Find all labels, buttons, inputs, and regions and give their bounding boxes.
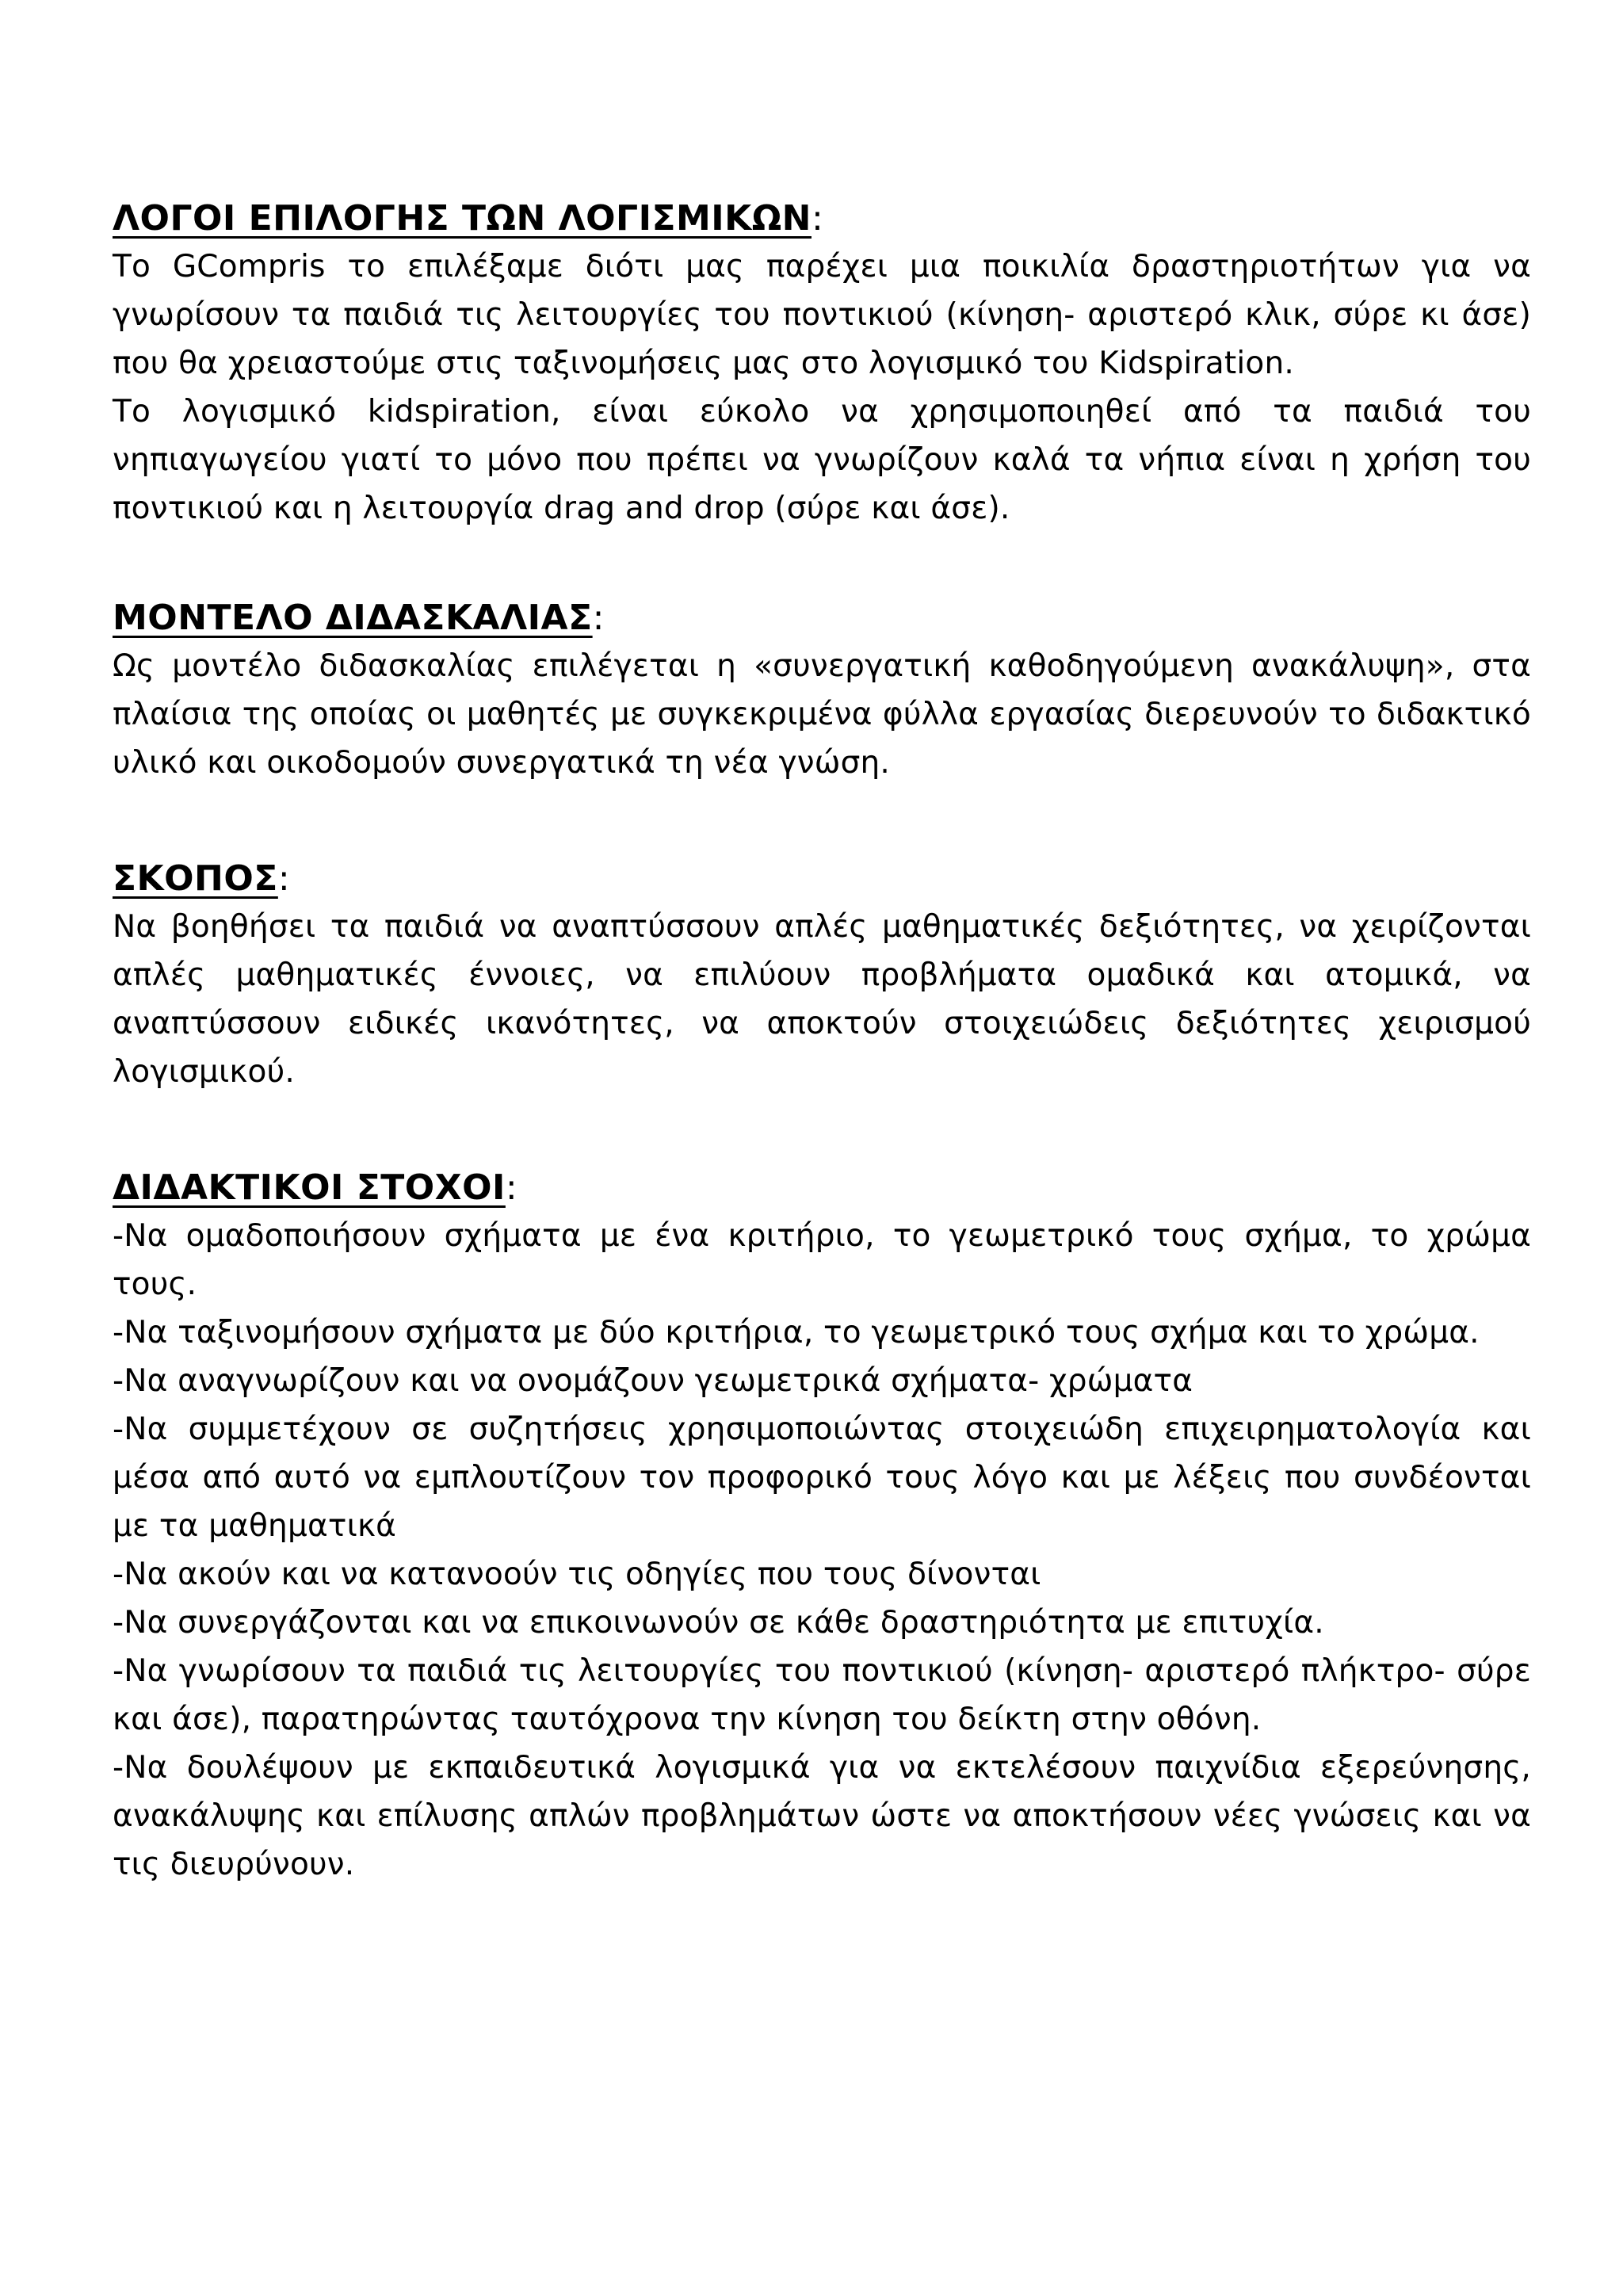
section-teaching-model: [113, 594, 1531, 787]
section-heading: [113, 594, 1531, 642]
paragraph: Το GCompris το επιλέξαμε διότι μας παρέχει μια ποικιλία δραστηριοτήτων για να γνωρίσουν τα παιδιά τις λειτουργίες του ποντικιού (κίνηση- αριστερό κλικ, σύρε κι άσε) που θα χρειαστούμε στις ταξινομήσεις μας στο λογισμικό του Kidspiration.: [113, 249, 1531, 381]
heading-colon: :: [812, 198, 824, 239]
document-page: [113, 195, 1531, 1957]
goal-item: -Να γνωρίσουν τα παιδιά τις λειτουργίες του ποντικιού (κίνηση- αριστερό πλήκτρο- σύρε και άσε), παρατηρώντας ταυτόχρονα την κίνηση του δείκτη στην οθόνη.: [113, 1653, 1531, 1737]
goal-item: -Να ταξινομήσουν σχήματα με δύο κριτήρια, το γεωμετρικό τους σχήμα και το χρώμα.: [113, 1315, 1480, 1350]
section-heading: [113, 855, 1531, 903]
heading-colon: :: [592, 598, 605, 638]
section-software-reasons: [113, 195, 1531, 533]
goal-item: -Να ακούν και να κατανοούν τις οδηγίες που τους δίνονται: [113, 1557, 1041, 1592]
section-heading-title: ΔΙΔΑΚΤΙΚΟΙ ΣΤΟΧΟΙ: [113, 1167, 506, 1208]
heading-colon: :: [277, 858, 291, 899]
section-purpose: [113, 855, 1531, 1096]
paragraph: Το λογισμικό kidspiration, είναι εύκολο να χρησιμοποιηθεί από τα παιδιά του νηπιαγωγείου γιατί το μόνο που πρέπει να γνωρίζουν καλά τα νήπια είναι η χρήση του ποντικιού και η λειτουργία drag and drop (σύρε και άσε).: [113, 394, 1531, 526]
goal-item: -Να συνεργάζονται και να επικοινωνούν σε κάθε δραστηριότητα με επιτυχία.: [113, 1605, 1324, 1641]
goal-item: -Να ομαδοποιήσουν σχήματα με ένα κριτήριο, το γεωμετρικό τους σχήμα, το χρώμα τους.: [113, 1218, 1531, 1302]
section-heading: [113, 195, 1531, 243]
heading-colon: :: [505, 1167, 518, 1208]
goal-item: -Να αναγνωρίζουν και να ονομάζουν γεωμετρικά σχήματα- χρώματα: [113, 1363, 1193, 1399]
goal-item: -Να δουλέψουν με εκπαιδευτικά λογισμικά για να εκτελέσουν παιχνίδια εξερεύνησης, ανακάλυψης και επίλυσης απλών προβλημάτων ώστε να αποκτήσουν νέες γνώσεις και να τις διευρύνουν.: [113, 1750, 1531, 1882]
section-heading: [113, 1164, 1531, 1212]
section-heading-title: ΜΟΝΤΕΛΟ ΔΙΔΑΣΚΑΛΙΑΣ: [113, 598, 593, 638]
section-heading-title: ΣΚΟΠΟΣ: [113, 858, 278, 899]
paragraph: Να βοηθήσει τα παιδιά να αναπτύσσουν απλές μαθηματικές δεξιότητες, να χειρίζονται απλές μαθηματικές έννοιες, να επιλύουν προβλήματα ομαδικά και ατομικά, να αναπτύσσουν ειδικές ικανότητες, να αποκτούν στοιχειώδεις δεξιότητες χειρισμού λογισμικού.: [113, 909, 1531, 1090]
section-learning-goals: [113, 1164, 1531, 1889]
goal-item: -Να συμμετέχουν σε συζητήσεις χρησιμοποιώντας στοιχειώδη επιχειρηματολογία και μέσα από αυτό να εμπλουτίζουν τον προφορικό τους λόγο και με λέξεις που συνδέονται με τα μαθηματικά: [113, 1412, 1531, 1544]
paragraph: Ως μοντέλο διδασκαλίας επιλέγεται η «συνεργατική καθοδηγούμενη ανακάλυψη», στα πλαίσια της οποίας οι μαθητές με συγκεκριμένα φύλλα εργασίας διερευνούν το διδακτικό υλικό και οικοδομούν συνεργατικά τη νέα γνώση.: [113, 648, 1531, 781]
section-heading-title: ΛΟΓΟΙ ΕΠΙΛΟΓΗΣ ΤΩΝ ΛΟΓΙΣΜΙΚΩΝ: [113, 198, 812, 239]
